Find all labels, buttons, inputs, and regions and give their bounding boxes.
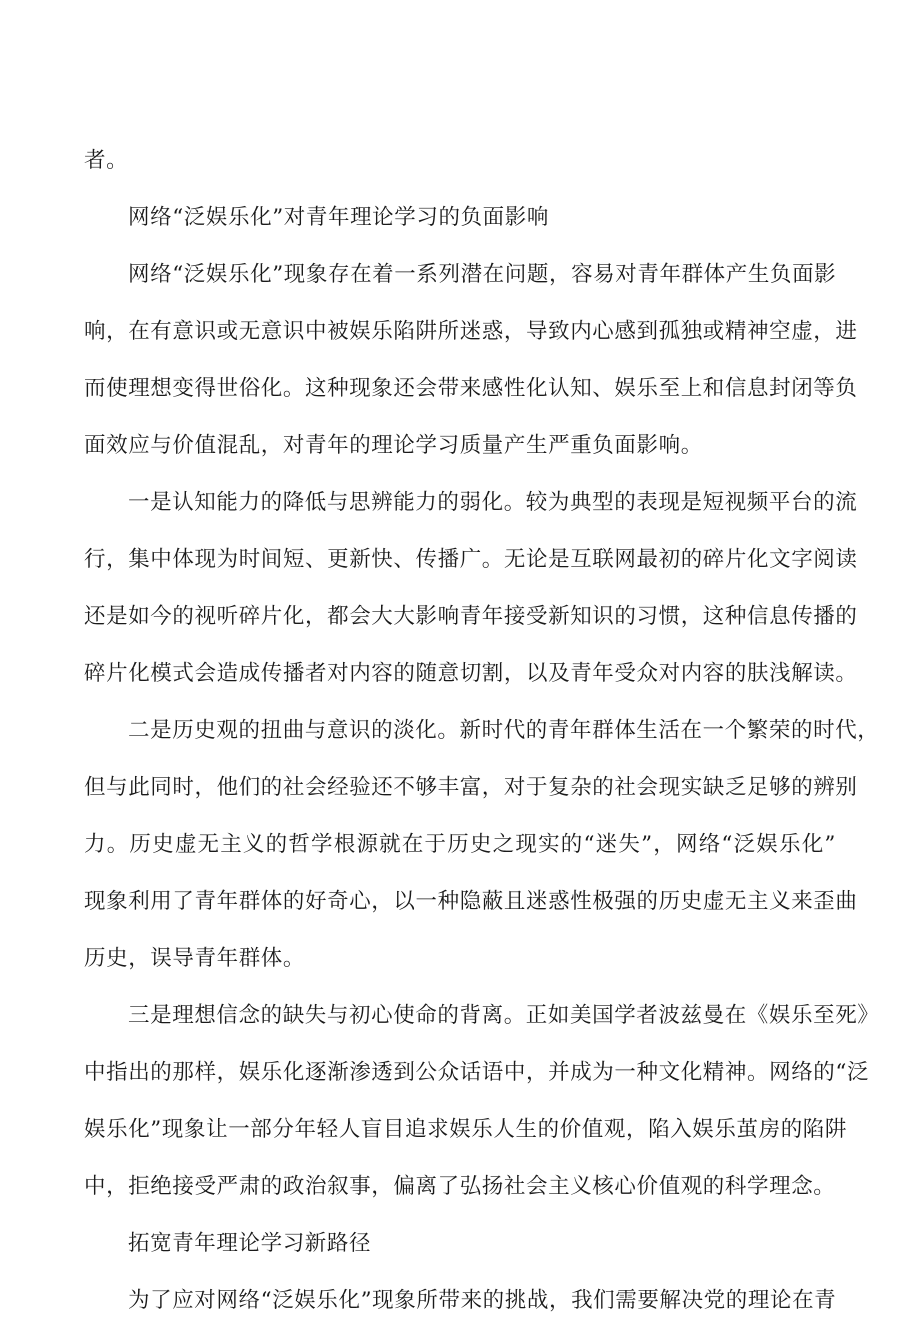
text-line: 历史，误导青年群体。 (84, 946, 306, 971)
paragraph-intro (84, 246, 858, 474)
text-line: 娱乐化”现象让一部分年轻人盲目追求娱乐人生的价值观，陷入娱乐茧房的陷阱 (84, 1117, 847, 1142)
document-page (84, 132, 880, 1329)
text-line: 二是历史观的扭曲与意识的淡化。新时代的青年群体生活在一个繁荣的时代， (128, 718, 880, 743)
text-line: 但与此同时，他们的社会经验还不够丰富，对于复杂的社会现实缺乏足够的辨别 (84, 775, 858, 800)
text-line: 而使理想变得世俗化。这种现象还会带来感性化认知、娱乐至上和信息封闭等负 (84, 376, 858, 401)
text-line: 三是理想信念的缺失与初心使命的背离。正如美国学者波兹曼在《娱乐至死》 (128, 1003, 880, 1028)
text-line: 网络“泛娱乐化”现象存在着一系列潜在问题，容易对青年群体产生负面影 (128, 262, 837, 287)
text-line: 力。历史虚无主义的哲学根源就在于历史之现实的“迷失”，网络“泛娱乐化” (84, 832, 836, 857)
text-line: 碎片化模式会造成传播者对内容的随意切割，以及青年受众对内容的肤浅解读。 (84, 661, 858, 686)
section-heading-new-paths: 拓宽青年理论学习新路径 (128, 1231, 372, 1256)
text-line: 响，在有意识或无意识中被娱乐陷阱所迷惑，导致内心感到孤独或精神空虚，进 (84, 319, 858, 344)
text-line: 行，集中体现为时间短、更新快、传播广。无论是互联网最初的碎片化文字阅读 (84, 547, 858, 572)
text-line: 面效应与价值混乱，对青年的理论学习质量产生严重负面影响。 (84, 433, 703, 458)
text-line: 一是认知能力的降低与思辨能力的弱化。较为典型的表现是短视频平台的流 (128, 490, 858, 515)
text-line: 还是如今的视听碎片化，都会大大影响青年接受新知识的习惯，这种信息传播的 (84, 604, 858, 629)
text-line: 中，拒绝接受严肃的政治叙事，偏离了弘扬社会主义核心价值观的科学理念。 (84, 1174, 836, 1199)
paragraph-point-one (84, 474, 858, 702)
text-line: 为了应对网络“泛娱乐化”现象所带来的挑战，我们需要解决党的理论在青 (128, 1288, 837, 1313)
paragraph-tail: 者。 (84, 148, 129, 173)
section-heading-negative-impact: 网络“泛娱乐化”对青年理论学习的负面影响 (128, 205, 549, 230)
text-line: 现象利用了青年群体的好奇心，以一种隐蔽且迷惑性极强的历史虚无主义来歪曲 (84, 889, 858, 914)
paragraph-point-three (84, 987, 880, 1215)
text-line: 中指出的那样，娱乐化逐渐渗透到公众话语中，并成为一种文化精神。网络的“泛 (84, 1060, 870, 1085)
paragraph-point-two (84, 702, 880, 987)
